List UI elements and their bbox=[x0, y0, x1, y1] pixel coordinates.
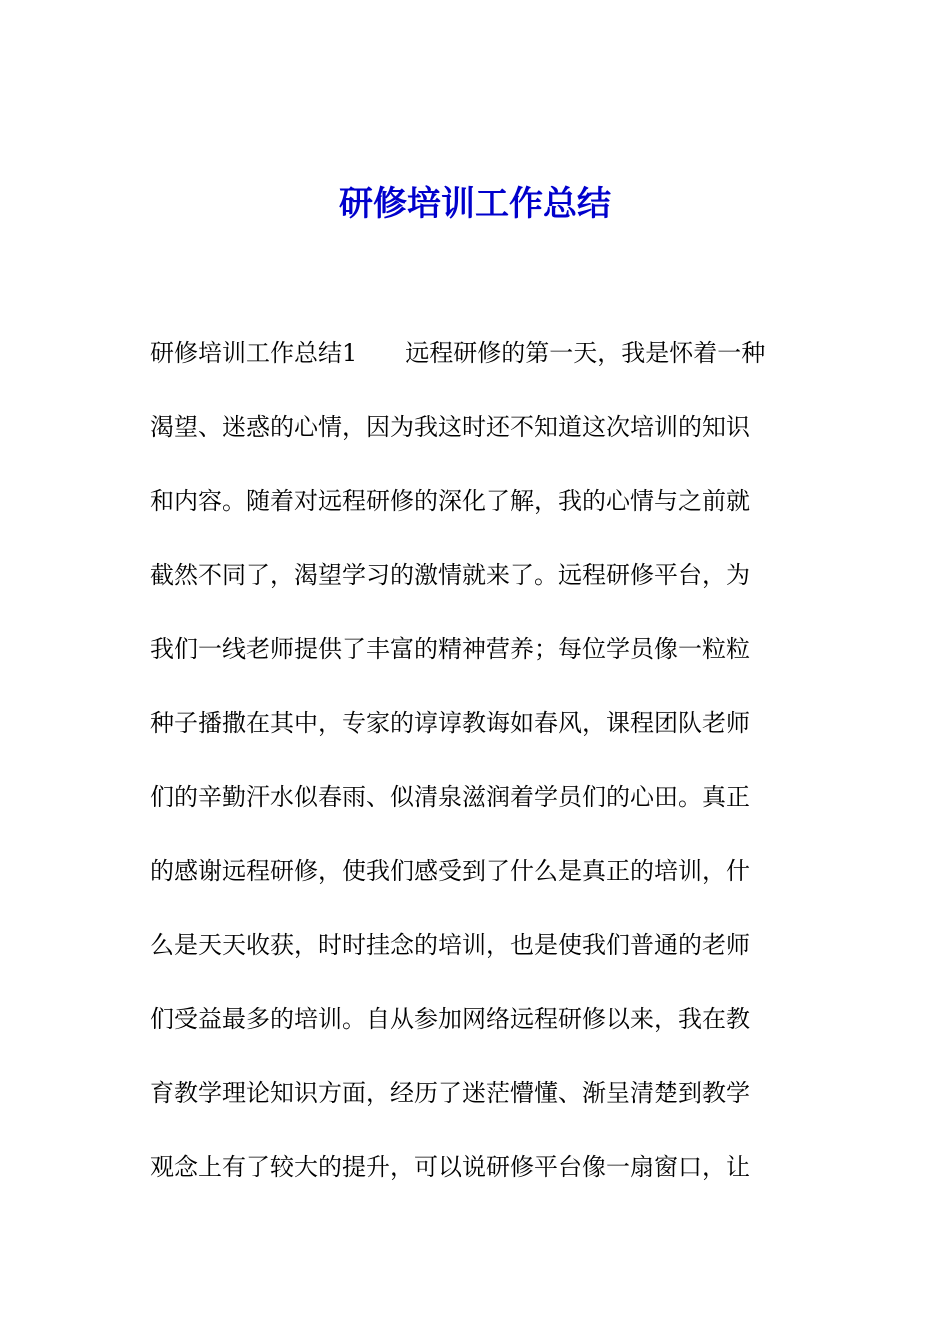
body-line: 种子播撒在其中，专家的谆谆教诲如春风，课程团队老师 bbox=[150, 709, 750, 737]
document-body bbox=[150, 316, 800, 1204]
body-line: 和内容。随着对远程研修的深化了解，我的心情与之前就 bbox=[150, 487, 750, 515]
document-title: 研修培训工作总结 bbox=[339, 184, 611, 224]
body-line: 的感谢远程研修，使我们感受到了什么是真正的培训，什 bbox=[150, 857, 750, 885]
body-line: 们受益最多的培训。自从参加网络远程研修以来，我在教 bbox=[150, 1005, 750, 1033]
body-line: 截然不同了，渴望学习的激情就来了。远程研修平台，为 bbox=[150, 561, 750, 589]
body-line: 我们一线老师提供了丰富的精神营养；每位学员像一粒粒 bbox=[150, 635, 750, 663]
body-line: 育教学理论知识方面，经历了迷茫懵懂、渐呈清楚到教学 bbox=[150, 1079, 750, 1107]
body-line: 渴望、迷惑的心情，因为我这时还不知道这次培训的知识 bbox=[150, 413, 750, 441]
body-line: 们的辛勤汗水似春雨、似清泉滋润着学员们的心田。真正 bbox=[150, 783, 750, 811]
body-line: 观念上有了较大的提升，可以说研修平台像一扇窗口，让 bbox=[150, 1153, 750, 1181]
body-line: 么是天天收获，时时挂念的培训，也是使我们普通的老师 bbox=[150, 931, 750, 959]
body-line: 研修培训工作总结1 远程研修的第一天，我是怀着一种 bbox=[150, 339, 766, 367]
